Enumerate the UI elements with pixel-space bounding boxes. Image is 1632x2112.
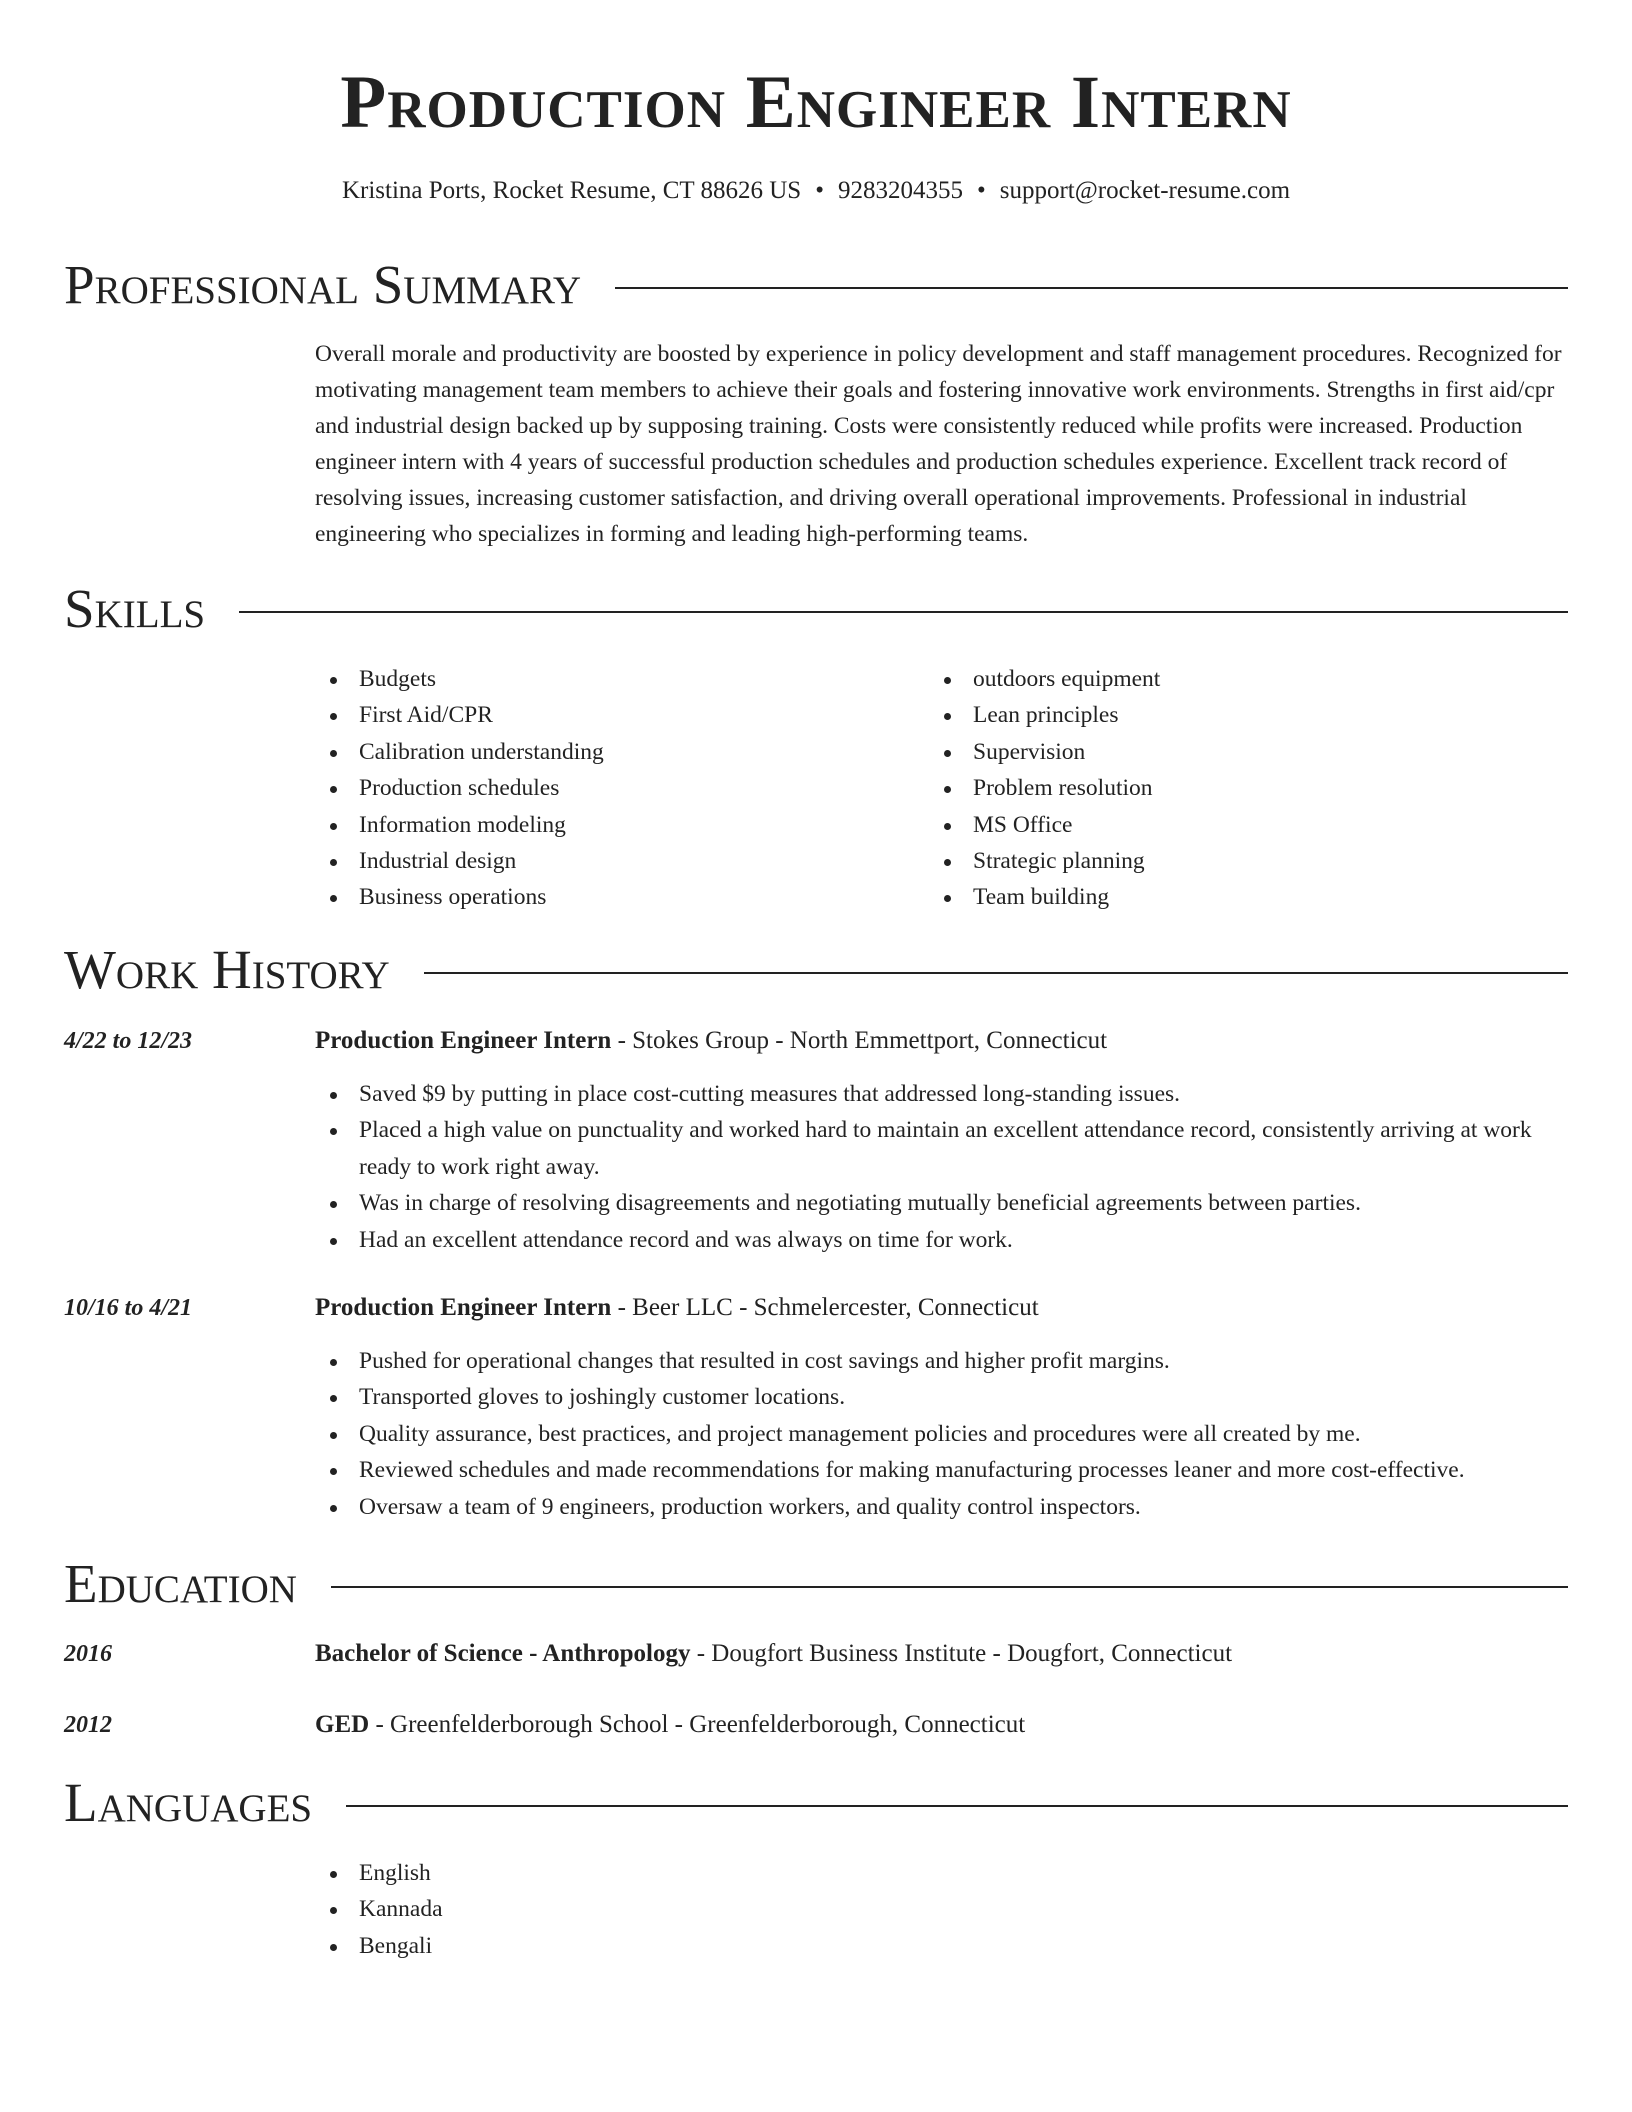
skill-item: outdoors equipment bbox=[929, 661, 1529, 697]
skills-list-left bbox=[315, 661, 915, 916]
skill-item: Strategic planning bbox=[929, 843, 1529, 879]
skill-item: First Aid/CPR bbox=[315, 697, 915, 733]
job-bullet: Placed a high value on punctuality and worked hard to maintain an excellent attendance record, consistently arriving at work ready to work right away. bbox=[315, 1112, 1580, 1185]
section-header-summary bbox=[64, 254, 1568, 316]
section-title-skills: Skills bbox=[64, 578, 206, 639]
section-divider bbox=[424, 972, 1568, 974]
education-details: - Greenfelderborough School - Greenfelderborough, Connecticut bbox=[369, 1711, 1026, 1738]
section-divider bbox=[239, 611, 1568, 613]
section-header-languages bbox=[64, 1772, 1568, 1834]
job-bullet: Had an excellent attendance record and was always on time for work. bbox=[315, 1222, 1580, 1258]
skill-item: MS Office bbox=[929, 807, 1529, 843]
job-details: - Beer LLC - Schmelercester, Connecticut bbox=[611, 1294, 1039, 1321]
language-item: Kannada bbox=[315, 1891, 915, 1927]
job-title: Production Engineer Intern bbox=[315, 1027, 612, 1054]
job-bullet: Was in charge of resolving disagreements and negotiating mutually beneficial agreements between parties. bbox=[315, 1185, 1580, 1221]
skill-item: Budgets bbox=[315, 661, 915, 697]
resume-title: Production Engineer Intern bbox=[340, 61, 1292, 144]
section-header-education bbox=[64, 1553, 1568, 1615]
contact-separator: • bbox=[976, 177, 986, 204]
job-dates: 4/22 to 12/23 bbox=[64, 1028, 193, 1054]
skill-item: Supervision bbox=[929, 734, 1529, 770]
education-year: 2012 bbox=[64, 1712, 112, 1738]
section-header-work bbox=[64, 939, 1568, 1001]
job-title: Production Engineer Intern bbox=[315, 1294, 612, 1321]
skill-item: Industrial design bbox=[315, 843, 915, 879]
skill-item: Lean principles bbox=[929, 697, 1529, 733]
contact-separator: • bbox=[815, 177, 824, 204]
contact-phone: 9283204355 bbox=[837, 177, 963, 204]
section-title-languages: Languages bbox=[64, 1772, 313, 1833]
job-dates: 10/16 to 4/21 bbox=[64, 1295, 193, 1321]
job-bullet: Reviewed schedules and made recommendations for making manufacturing processes leaner and more cost-effective. bbox=[315, 1452, 1580, 1488]
job-bullet: Oversaw a team of 9 engineers, production workers, and quality control inspectors. bbox=[315, 1489, 1580, 1525]
job-bullet: Transported gloves to joshingly customer locations. bbox=[315, 1379, 1580, 1415]
section-divider bbox=[331, 1586, 1568, 1588]
education-entry bbox=[315, 1708, 1575, 1742]
skill-item: Problem resolution bbox=[929, 770, 1529, 806]
education-entry bbox=[315, 1637, 1575, 1671]
job-bullets bbox=[315, 1076, 1580, 1258]
section-header-skills bbox=[64, 578, 1568, 640]
section-divider bbox=[615, 287, 1568, 289]
section-title-summary: Professional Summary bbox=[64, 254, 582, 315]
education-details: - Dougfort Business Institute - Dougfort, Connecticut bbox=[690, 1640, 1233, 1667]
contact-line bbox=[0, 174, 1632, 208]
job-bullet: Saved $9 by putting in place cost-cutting measures that addressed long-standing issues. bbox=[315, 1076, 1580, 1112]
skills-list-right bbox=[929, 661, 1529, 916]
skill-item: Production schedules bbox=[315, 770, 915, 806]
section-divider bbox=[346, 1805, 1568, 1807]
skill-item: Calibration understanding bbox=[315, 734, 915, 770]
languages-list bbox=[315, 1855, 915, 1964]
skill-item: Team building bbox=[929, 879, 1529, 915]
job-bullet: Pushed for operational changes that resulted in cost savings and higher profit margins. bbox=[315, 1343, 1580, 1379]
section-title-education: Education bbox=[64, 1553, 297, 1614]
job-bullets bbox=[315, 1343, 1580, 1525]
contact-address: Kristina Ports, Rocket Resume, CT 88626 US bbox=[341, 177, 802, 204]
education-degree: GED bbox=[315, 1711, 370, 1738]
skill-item: Information modeling bbox=[315, 807, 915, 843]
skill-item: Business operations bbox=[315, 879, 915, 915]
language-item: English bbox=[315, 1855, 915, 1891]
contact-email: support@rocket-resume.com bbox=[999, 177, 1291, 204]
section-title-work: Work History bbox=[64, 939, 390, 1000]
job-details: - Stokes Group - North Emmettport, Connecticut bbox=[611, 1027, 1108, 1054]
job-bullet: Quality assurance, best practices, and project management policies and procedures were all created by me. bbox=[315, 1416, 1580, 1452]
education-year: 2016 bbox=[64, 1641, 112, 1667]
job-heading bbox=[315, 1024, 1575, 1058]
job-heading bbox=[315, 1291, 1575, 1325]
education-degree: Bachelor of Science - Anthropology bbox=[315, 1640, 691, 1667]
summary-text: Overall morale and productivity are boosted by experience in policy development and staff management procedures. Recognized for motivating management team members to achieve their goals and fostering innovative work environments. Strengths in first aid/cpr and industrial design backed up by supposing training. Costs were consistently reduced while profits were increased. Production engineer intern with 4 years of successful production schedules and production schedules experience. Excellent track record of resolving issues, increasing customer satisfaction, and driving overall operational improvements. Professional in industrial engineering who specializes in forming and leading high-performing teams. bbox=[315, 341, 1562, 547]
language-item: Bengali bbox=[315, 1928, 915, 1964]
